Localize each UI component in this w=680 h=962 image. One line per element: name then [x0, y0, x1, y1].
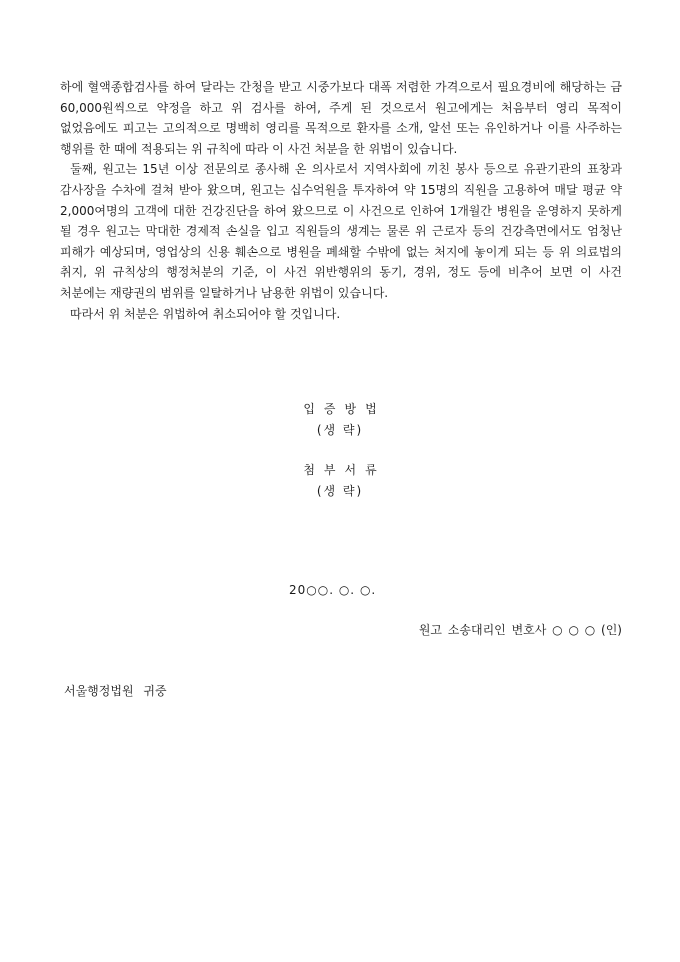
- attachments-heading: 첨부서류: [303, 463, 386, 477]
- body-paragraph-1: 하에 혈액종합검사를 하여 달라는 간청을 받고 시중가보다 대폭 저렴한 가격으로서 필요경비에 해당하는 금 60,000원씩으로 약정을 하고 위 검사를 하여, 주게 된 것으로서 원고에게는 처음부터 영리 목적이 없었음에도 피고는 고의적으로 명백히 영리를 목적으로 환자를 소개, 알선 또는 유인하거나 이를 사주하는 행위를 한 때에 적용되는 위 규칙에 따라 이 사건 처분을 한 위법이 있습니다.: [60, 80, 622, 156]
- evidence-note: (생 략): [316, 423, 364, 437]
- document-body: [60, 77, 622, 324]
- filing-date: 20○○. ○. ○.: [289, 583, 377, 597]
- attachments-note: (생 략): [316, 484, 364, 498]
- body-paragraph-3: 따라서 위 처분은 위법하여 취소되어야 할 것입니다.: [70, 306, 341, 321]
- signature-line: 원고 소송대리인 변호사 ○ ○ ○ (인): [418, 623, 622, 637]
- attachments-section: [0, 460, 680, 502]
- court-addressee: 서울행정법원 귀중: [64, 684, 167, 698]
- evidence-heading: 입증방법: [303, 402, 386, 416]
- evidence-section: [0, 399, 680, 441]
- body-paragraph-2: 둘째, 원고는 15년 이상 전문의로 종사해 온 의사로서 지역사회에 끼친 봉사 등으로 유관기관의 표창과 감사장을 수차에 걸쳐 받아 왔으며, 원고는 십수억원을 투자하여 약 15명의 직원을 고용하여 매달 평균 약 2,000여명의 고객에 대한 건강진단을 하여 왔으므로 이 사건으로 인하여 1개월간 병원을 운영하지 못하게 될 경우 원고는 막대한 경제적 손실을 입고 직원들의 생계는 물론 위 근로자 등의 건강측면에서도 엄청난 피해가 예상되며, 영업상의 신용 훼손으로 병원을 폐쇄할 수밖에 없는 처지에 놓이게 되는 등 위 의료법의 취지, 위 규칙상의 행정처분의 기준, 이 사건 위반행위의 동기, 경위, 정도 등에 비추어 보면 이 사건 처분에는 재량권의 범위를 일탈하거나 남용한 위법이 있습니다.: [60, 162, 622, 300]
